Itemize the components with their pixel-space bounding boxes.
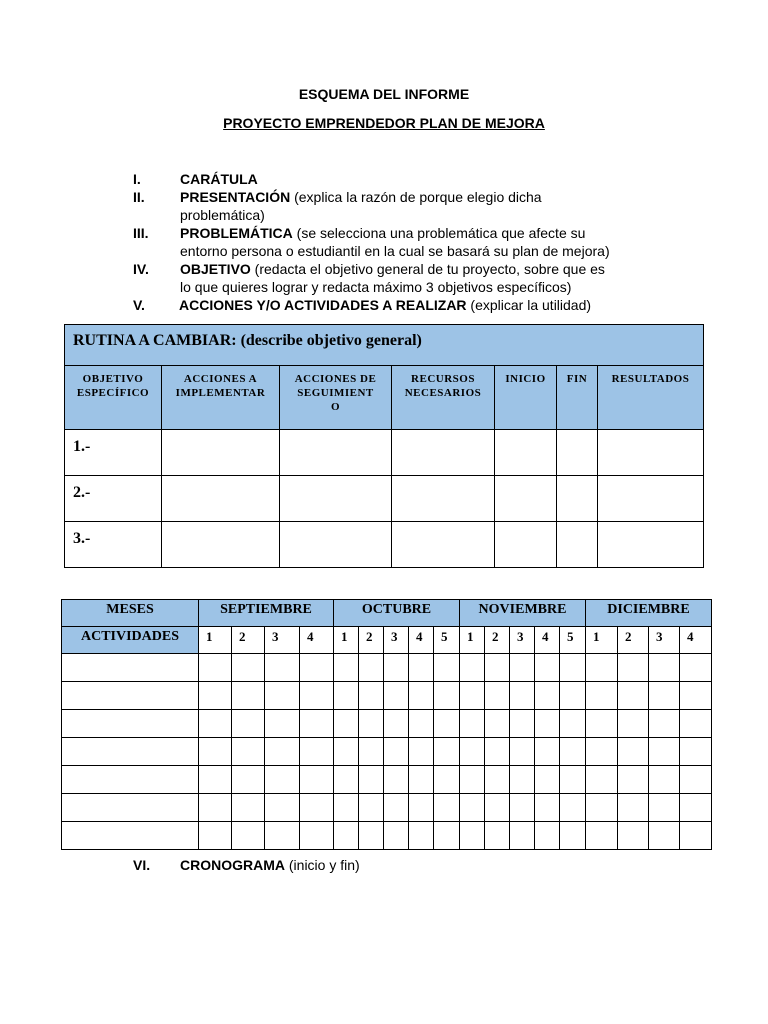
rutina-cell[interactable] xyxy=(495,522,557,568)
rutina-cell[interactable] xyxy=(495,430,557,476)
section-title: PRESENTACIÓN xyxy=(180,189,291,205)
column-header-line: ACCIONES A xyxy=(183,373,258,385)
week-cell[interactable] xyxy=(510,794,535,822)
week-cell[interactable] xyxy=(560,654,586,682)
week-cell[interactable] xyxy=(649,794,680,822)
week-cell[interactable] xyxy=(618,710,649,738)
week-cell[interactable] xyxy=(265,738,300,766)
week-cell[interactable] xyxy=(434,682,460,710)
week-number: 4 xyxy=(409,627,434,654)
week-cell[interactable] xyxy=(199,766,232,794)
week-cell[interactable] xyxy=(560,682,586,710)
week-cell[interactable] xyxy=(265,654,300,682)
week-cell[interactable] xyxy=(485,710,510,738)
table-row xyxy=(62,710,712,738)
week-cell[interactable] xyxy=(649,822,680,850)
week-cell[interactable] xyxy=(680,766,712,794)
objetivo-row-label[interactable]: 3.- xyxy=(65,522,162,568)
week-cell[interactable] xyxy=(409,654,434,682)
week-number: 5 xyxy=(434,627,460,654)
rutina-cell[interactable] xyxy=(280,476,392,522)
week-cell[interactable] xyxy=(680,794,712,822)
activity-cell[interactable] xyxy=(62,710,199,738)
rutina-cell[interactable] xyxy=(557,430,598,476)
week-number: 3 xyxy=(510,627,535,654)
section-explanation-cont: lo que quieres lograr y redacta máximo 3 objetivos específicos) xyxy=(180,279,572,295)
week-cell[interactable] xyxy=(510,822,535,850)
rutina-cell[interactable] xyxy=(392,476,495,522)
week-cell[interactable] xyxy=(535,682,560,710)
activity-cell[interactable] xyxy=(62,654,199,682)
week-cell[interactable] xyxy=(510,738,535,766)
week-cell[interactable] xyxy=(535,738,560,766)
rutina-cell[interactable] xyxy=(162,476,280,522)
week-cell[interactable] xyxy=(232,766,265,794)
week-cell[interactable] xyxy=(409,710,434,738)
section-explanation: (explica la razón de porque elegio dicha xyxy=(290,189,542,205)
week-number: 2 xyxy=(618,627,649,654)
week-cell[interactable] xyxy=(359,682,384,710)
rutina-column-header xyxy=(557,366,598,430)
week-cell[interactable] xyxy=(618,822,649,850)
week-number: 2 xyxy=(232,627,265,654)
week-cell[interactable] xyxy=(586,766,618,794)
week-cell[interactable] xyxy=(485,682,510,710)
week-cell[interactable] xyxy=(265,794,300,822)
rutina-header-cell xyxy=(65,325,704,366)
week-cell[interactable] xyxy=(485,794,510,822)
week-cell[interactable] xyxy=(560,710,586,738)
table-row xyxy=(65,522,704,568)
week-cell[interactable] xyxy=(618,794,649,822)
table-row xyxy=(62,738,712,766)
section-explanation-cont: entorno persona o estudiantil en la cual se basará su plan de mejora) xyxy=(180,243,610,259)
week-cell[interactable] xyxy=(300,794,334,822)
week-cell[interactable] xyxy=(359,654,384,682)
week-cell[interactable] xyxy=(618,738,649,766)
rutina-cell[interactable] xyxy=(598,430,704,476)
week-cell[interactable] xyxy=(359,738,384,766)
week-cell[interactable] xyxy=(680,682,712,710)
activity-cell[interactable] xyxy=(62,822,199,850)
column-header-line: O xyxy=(330,401,341,413)
rutina-column-header xyxy=(495,366,557,430)
week-cell[interactable] xyxy=(334,654,359,682)
column-header-line: INICIO xyxy=(505,373,546,385)
rutina-cell[interactable] xyxy=(162,522,280,568)
week-cell[interactable] xyxy=(680,710,712,738)
document-title: ESQUEMA DEL INFORME xyxy=(298,86,470,102)
week-cell[interactable] xyxy=(199,738,232,766)
table-row xyxy=(65,430,704,476)
week-cell[interactable] xyxy=(232,738,265,766)
week-cell[interactable] xyxy=(434,822,460,850)
table-row xyxy=(62,654,712,682)
column-header-line: NECESARIOS xyxy=(404,387,482,399)
objetivo-row-label[interactable]: 1.- xyxy=(65,430,162,476)
week-cell[interactable] xyxy=(560,738,586,766)
table-row xyxy=(62,682,712,710)
week-cell[interactable] xyxy=(409,682,434,710)
week-cell[interactable] xyxy=(384,654,409,682)
week-cell[interactable] xyxy=(334,766,359,794)
week-cell[interactable] xyxy=(359,794,384,822)
week-cell[interactable] xyxy=(334,710,359,738)
meses-label: MESES xyxy=(62,600,199,627)
section-title: OBJETIVO xyxy=(180,261,251,277)
week-cell[interactable] xyxy=(535,766,560,794)
week-cell[interactable] xyxy=(199,794,232,822)
week-cell[interactable] xyxy=(232,822,265,850)
week-cell[interactable] xyxy=(535,710,560,738)
month-header-noviembre: NOVIEMBRE xyxy=(460,600,586,627)
section-title: CARÁTULA xyxy=(180,171,258,187)
table-row xyxy=(62,766,712,794)
section-number: I. xyxy=(133,171,141,187)
week-cell[interactable] xyxy=(680,738,712,766)
column-header-line: OBJETIVO xyxy=(82,373,144,385)
rutina-cell[interactable] xyxy=(598,522,704,568)
column-header-line: IMPLEMENTAR xyxy=(175,387,266,399)
week-cell[interactable] xyxy=(199,654,232,682)
column-header-line: SEGUIMIENT xyxy=(297,387,374,399)
month-header-diciembre: DICIEMBRE xyxy=(586,600,712,627)
week-number: 1 xyxy=(586,627,618,654)
rutina-cell[interactable] xyxy=(557,476,598,522)
week-cell[interactable] xyxy=(199,682,232,710)
rutina-cell[interactable] xyxy=(598,476,704,522)
week-cell[interactable] xyxy=(199,822,232,850)
week-cell[interactable] xyxy=(649,738,680,766)
rutina-column-header xyxy=(162,366,280,430)
week-cell[interactable] xyxy=(300,654,334,682)
rutina-column-header xyxy=(65,366,162,430)
objetivo-row-label[interactable]: 2.- xyxy=(65,476,162,522)
week-cell[interactable] xyxy=(384,710,409,738)
week-cell[interactable] xyxy=(649,766,680,794)
week-cell[interactable] xyxy=(434,654,460,682)
week-number: 3 xyxy=(384,627,409,654)
actividades-label: ACTIVIDADES xyxy=(62,627,199,654)
week-cell[interactable] xyxy=(586,738,618,766)
rutina-cell[interactable] xyxy=(392,522,495,568)
week-cell[interactable] xyxy=(680,822,712,850)
week-cell[interactable] xyxy=(560,794,586,822)
week-cell[interactable] xyxy=(434,766,460,794)
week-cell[interactable] xyxy=(460,766,485,794)
rutina-cell[interactable] xyxy=(495,476,557,522)
week-cell[interactable] xyxy=(359,766,384,794)
week-cell[interactable] xyxy=(560,766,586,794)
section-title: ACCIONES Y/O ACTIVIDADES A REALIZAR xyxy=(179,297,467,313)
week-cell[interactable] xyxy=(535,822,560,850)
section-explanation: (explicar la utilidad) xyxy=(466,297,592,313)
activity-cell[interactable] xyxy=(62,738,199,766)
column-header-line: ACCIONES DE xyxy=(294,373,377,385)
week-cell[interactable] xyxy=(300,710,334,738)
week-cell[interactable] xyxy=(510,766,535,794)
week-cell[interactable] xyxy=(618,682,649,710)
section-number: VI. xyxy=(133,857,151,873)
week-cell[interactable] xyxy=(586,794,618,822)
week-cell[interactable] xyxy=(384,738,409,766)
week-cell[interactable] xyxy=(265,822,300,850)
week-cell[interactable] xyxy=(680,654,712,682)
week-cell[interactable] xyxy=(334,682,359,710)
section-explanation: (redacta el objetivo general de tu proyecto, sobre que es xyxy=(250,261,605,277)
week-number: 3 xyxy=(265,627,300,654)
week-cell[interactable] xyxy=(359,822,384,850)
week-cell[interactable] xyxy=(510,654,535,682)
week-cell[interactable] xyxy=(460,738,485,766)
week-cell[interactable] xyxy=(300,682,334,710)
week-cell[interactable] xyxy=(560,822,586,850)
week-cell[interactable] xyxy=(460,654,485,682)
week-cell[interactable] xyxy=(232,710,265,738)
rutina-column-header xyxy=(280,366,392,430)
week-cell[interactable] xyxy=(300,738,334,766)
activity-cell[interactable] xyxy=(62,794,199,822)
section-number: III. xyxy=(133,225,149,241)
week-cell[interactable] xyxy=(649,710,680,738)
rutina-header-text: RUTINA A CAMBIAR: (describe objetivo general) xyxy=(73,332,422,349)
week-number: 1 xyxy=(334,627,359,654)
week-cell[interactable] xyxy=(409,738,434,766)
rutina-cell[interactable] xyxy=(392,430,495,476)
week-cell[interactable] xyxy=(334,794,359,822)
week-cell[interactable] xyxy=(300,766,334,794)
rutina-column-header xyxy=(598,366,704,430)
week-cell[interactable] xyxy=(618,766,649,794)
table-row xyxy=(62,794,712,822)
week-cell[interactable] xyxy=(535,654,560,682)
week-cell[interactable] xyxy=(434,710,460,738)
week-cell[interactable] xyxy=(460,710,485,738)
week-number: 4 xyxy=(535,627,560,654)
activity-cell[interactable] xyxy=(62,682,199,710)
week-cell[interactable] xyxy=(232,794,265,822)
section-explanation-cont: problemática) xyxy=(180,207,265,223)
week-cell[interactable] xyxy=(232,682,265,710)
week-cell[interactable] xyxy=(334,822,359,850)
week-cell[interactable] xyxy=(409,794,434,822)
rutina-cell[interactable] xyxy=(280,430,392,476)
month-header-septiembre: SEPTIEMBRE xyxy=(199,600,334,627)
week-cell[interactable] xyxy=(510,682,535,710)
column-header-line: ESPECÍFICO xyxy=(76,387,150,399)
week-cell[interactable] xyxy=(434,738,460,766)
section-explanation: (inicio y fin) xyxy=(285,857,360,873)
week-cell[interactable] xyxy=(265,766,300,794)
week-cell[interactable] xyxy=(384,766,409,794)
cronograma-table xyxy=(61,599,712,850)
activity-cell[interactable] xyxy=(62,766,199,794)
week-cell[interactable] xyxy=(586,682,618,710)
week-number: 5 xyxy=(560,627,586,654)
week-cell[interactable] xyxy=(485,766,510,794)
section-explanation: (se selecciona una problemática que afecte su xyxy=(292,225,586,241)
section-number: V. xyxy=(133,297,145,313)
week-cell[interactable] xyxy=(649,654,680,682)
rutina-column-header xyxy=(392,366,495,430)
document-subtitle: PROYECTO EMPRENDEDOR PLAN DE MEJORA xyxy=(223,115,545,131)
week-cell[interactable] xyxy=(586,710,618,738)
week-cell[interactable] xyxy=(359,710,384,738)
week-cell[interactable] xyxy=(586,822,618,850)
rutina-cell[interactable] xyxy=(557,522,598,568)
week-cell[interactable] xyxy=(485,738,510,766)
section-title: CRONOGRAMA xyxy=(180,857,285,873)
section-number: II. xyxy=(133,189,145,205)
week-cell[interactable] xyxy=(265,710,300,738)
week-cell[interactable] xyxy=(485,822,510,850)
week-number: 4 xyxy=(680,627,712,654)
week-cell[interactable] xyxy=(434,794,460,822)
week-number: 4 xyxy=(300,627,334,654)
week-cell[interactable] xyxy=(649,682,680,710)
column-header-line: RESULTADOS xyxy=(611,373,690,385)
week-cell[interactable] xyxy=(460,822,485,850)
section-title: PROBLEMÁTICA xyxy=(180,225,293,241)
week-cell[interactable] xyxy=(460,682,485,710)
table-row xyxy=(65,476,704,522)
week-cell[interactable] xyxy=(460,794,485,822)
week-cell[interactable] xyxy=(586,654,618,682)
week-cell[interactable] xyxy=(485,654,510,682)
week-cell[interactable] xyxy=(409,822,434,850)
week-cell[interactable] xyxy=(535,794,560,822)
week-number: 2 xyxy=(485,627,510,654)
week-cell[interactable] xyxy=(384,794,409,822)
week-cell[interactable] xyxy=(510,710,535,738)
week-cell[interactable] xyxy=(409,766,434,794)
section-number: IV. xyxy=(133,261,149,277)
rutina-table xyxy=(64,324,704,568)
rutina-cell[interactable] xyxy=(162,430,280,476)
rutina-cell[interactable] xyxy=(280,522,392,568)
week-number: 1 xyxy=(460,627,485,654)
week-cell[interactable] xyxy=(265,682,300,710)
table-row xyxy=(62,822,712,850)
week-cell[interactable] xyxy=(232,654,265,682)
week-cell[interactable] xyxy=(300,822,334,850)
week-number: 2 xyxy=(359,627,384,654)
week-cell[interactable] xyxy=(384,822,409,850)
month-header-octubre: OCTUBRE xyxy=(334,600,460,627)
week-cell[interactable] xyxy=(618,654,649,682)
column-header-line: FIN xyxy=(566,373,588,385)
week-cell[interactable] xyxy=(199,710,232,738)
week-cell[interactable] xyxy=(384,682,409,710)
column-header-line: RECURSOS xyxy=(411,373,475,385)
week-number: 1 xyxy=(199,627,232,654)
week-number: 3 xyxy=(649,627,680,654)
week-cell[interactable] xyxy=(334,738,359,766)
